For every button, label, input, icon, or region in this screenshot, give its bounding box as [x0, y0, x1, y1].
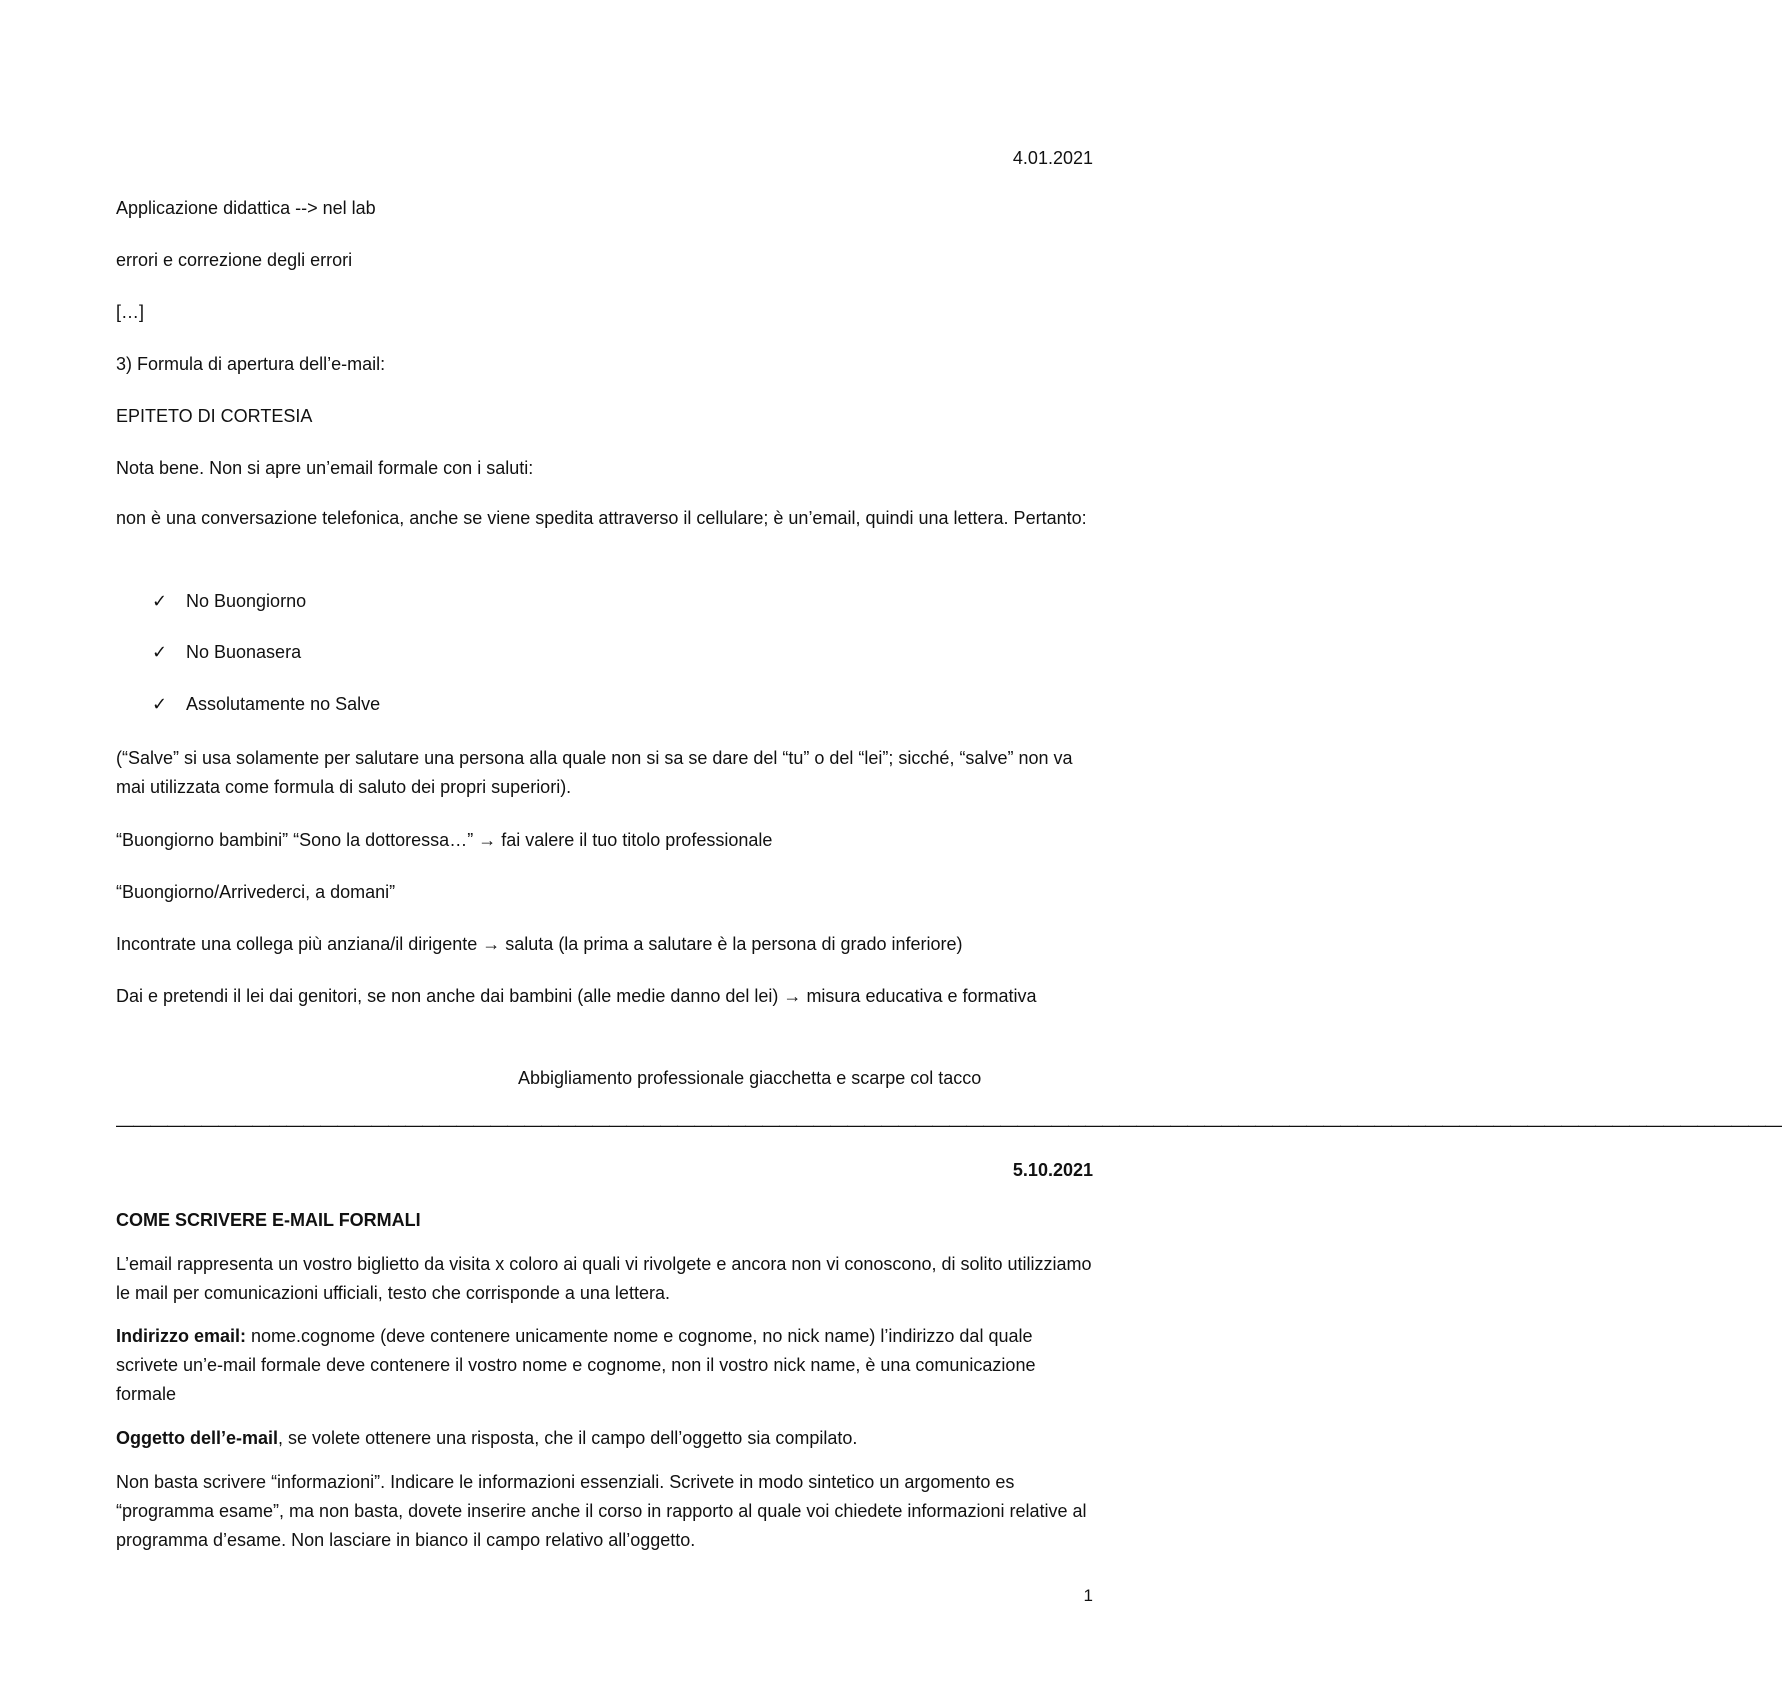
check-item	[152, 690, 380, 719]
quote-text: “Buongiorno bambini” “Sono la dottoressa…”	[116, 830, 474, 850]
paragraph: L’email rappresenta un vostro biglietto da visita x coloro ai quali vi rivolgete e ancora non vi conoscono, di solito utilizziamo le mail per comunicazioni ufficiali, testo che corrisponde a una lettera.	[116, 1254, 1092, 1303]
section-label: EPITETO DI CORTESIA	[116, 406, 313, 426]
text-line: Applicazione didattica --> nel lab	[116, 198, 376, 218]
check-icon: ✓	[152, 694, 168, 714]
text-line: errori e correzione degli errori	[116, 250, 353, 270]
inline-label: Oggetto dell’e-mail	[116, 1428, 279, 1448]
text-line: Nota bene. Non si apre un’email formale con i saluti:	[116, 458, 534, 478]
text-line: 3) Formula di apertura dell’e-mail:	[116, 354, 386, 374]
quote-text: fai valere il tuo titolo professionale	[501, 830, 773, 850]
inline-label: Indirizzo email:	[116, 1326, 247, 1346]
check-item-label: No Buonasera	[186, 642, 302, 662]
text-line	[116, 930, 1096, 959]
check-item-label: Assolutamente no Salve	[186, 694, 381, 714]
text-line: Abbigliamento professionale giacchetta e scarpe col tacco	[518, 1068, 982, 1088]
text-segment: , se volete ottenere una risposta, che il campo dell’oggetto sia compilato.	[278, 1428, 858, 1448]
arrow-icon: →	[482, 934, 501, 954]
separator-line: ——————————————————————————————————————————————————————————————————————————————————————————————————	[116, 1115, 1782, 1135]
entry-date: 5.10.2021	[1012, 1160, 1093, 1180]
text-segment: misura educativa e formativa	[806, 986, 1037, 1006]
text-line	[116, 826, 1096, 855]
text-segment: saluta (la prima a salutare è la persona di grado inferiore)	[505, 934, 963, 954]
check-item-label: No Buongiorno	[186, 591, 307, 611]
page-number: 1	[1083, 1586, 1093, 1605]
check-item	[152, 587, 306, 616]
paragraph: Non basta scrivere “informazioni”. Indicare le informazioni essenziali. Scrivete in modo sintetico un argomento es “programma esame”, ma non basta, dovete inserire anche il corso in rapporto al quale voi chiedete informazioni relative al programma d’esame. Non lasciare in bianco il campo relativo all’oggetto.	[116, 1472, 1087, 1550]
text-segment: nome.cognome (deve contenere unicamente nome e cognome, no nick name) l’indirizzo dal quale scrivete un’e-mail formale deve contenere il vostro nome e cognome, non il vostro nick name, è una comunicazione formale	[116, 1326, 1036, 1404]
text-segment: Incontrate una collega più anziana/il dirigente	[116, 934, 478, 954]
paragraph	[116, 1424, 1096, 1453]
text-line: […]	[116, 302, 145, 322]
paragraph	[116, 1322, 1096, 1409]
paragraph: (“Salve” si usa solamente per salutare una persona alla quale non si sa se dare del “tu” o del “lei”; sicché, “salve” non va mai utilizzata come formula di saluto dei propri superiori).	[116, 748, 1073, 797]
paragraph	[116, 982, 1096, 1011]
text-segment: Dai e pretendi il lei dai genitori, se non anche dai bambini (alle medie danno del lei)	[116, 986, 779, 1006]
check-icon: ✓	[152, 591, 168, 611]
entry-date: 4.01.2021	[1012, 148, 1093, 168]
check-item	[152, 638, 301, 667]
check-icon: ✓	[152, 642, 168, 662]
paragraph: non è una conversazione telefonica, anche se viene spedita attraverso il cellulare; è un’email, quindi una lettera. Pertanto:	[116, 508, 1087, 528]
arrow-icon: →	[783, 986, 802, 1006]
section-heading: COME SCRIVERE E-MAIL FORMALI	[116, 1210, 421, 1230]
arrow-icon: →	[478, 830, 497, 850]
text-line: “Buongiorno/Arrivederci, a domani”	[116, 882, 396, 902]
